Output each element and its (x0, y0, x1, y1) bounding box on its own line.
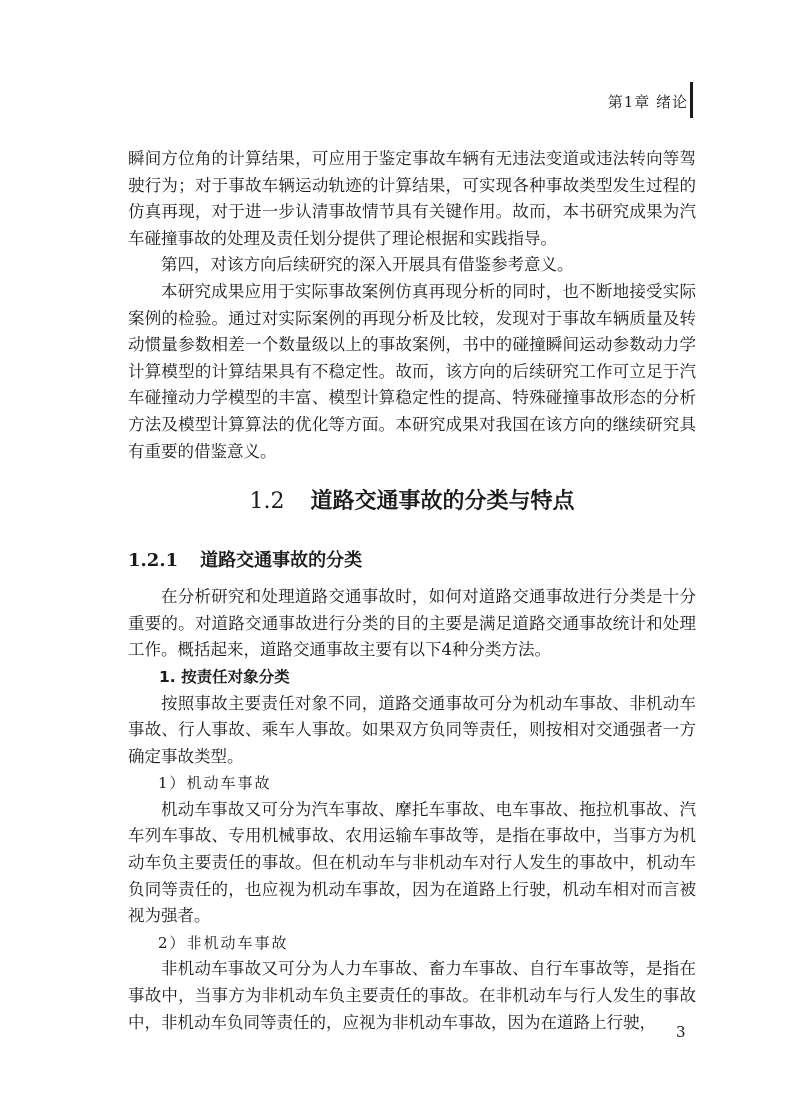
section-number: 1.2 (249, 489, 285, 515)
section-heading (128, 485, 696, 518)
paragraph-motor-vehicle-accident: 机动车事故又可分为汽车事故、摩托车事故、电车事故、拖拉机事故、汽车列车事故、专用机械事故、农用运输车事故等，是指在事故中，当事方为机动车负主要责任的事故。但在机动车与非机动车对行人发生的事故中，机动车负同等责任的，也应视为机动车事故，因为在道路上行驶，机动车相对而言被视为强者。 (128, 799, 696, 926)
subheading-motor-vehicle-accident: 1）机动车事故 (158, 774, 272, 793)
page-number: 3 (676, 1023, 686, 1041)
paragraph-intro-3: 本研究成果应用于实际事故案例仿真再现分析的同时，也不断地接受实际案例的检验。通过对实际案例的再现分析及比较，发现对于事故车辆质量及转动惯量参数相差一个数量级以上的事故案例，书中的碰撞瞬间运动参数动力学计算模型的计算结果具有不稳定性。故而，该方向的后续研究工作可立足于汽车碰撞动力学模型的丰富、模型计算稳定性的提高、特殊碰撞事故形态的分析方法及模型计算算法的优化等方面。本研究成果对我国在该方向的继续研究具有重要的借鉴意义。 (128, 281, 696, 461)
paragraph-intro-2: 第四，对该方向后续研究的深入开展具有借鉴参考意义。 (161, 255, 574, 275)
body-text (128, 146, 696, 1036)
item-heading-by-responsibility: 1. 按责任对象分类 (159, 667, 290, 686)
paragraph-by-responsibility: 按照事故主要责任对象不同，道路交通事故可分为机动车事故、非机动车事故、行人事故、乘车人事故。如果双方负同等责任，则按相对交通强者一方确定事故类型。 (128, 693, 696, 766)
paragraph-intro-1: 瞬间方位角的计算结果，可应用于鉴定事故车辆有无违法变道或违法转向等驾驶行为；对于事故车辆运动轨迹的计算结果，可实现各种事故类型发生过程的仿真再现，对于进一步认清事故情节具有关键作用。故而，本书研究成果为汽车碰撞事故的处理及责任划分提供了理论根据和实践指导。 (128, 149, 696, 248)
subsection-heading (128, 546, 696, 576)
paragraph-non-motor-vehicle-accident: 非机动车事故又可分为人力车事故、畜力车事故、自行车事故等，是指在事故中，当事方为非机动车负主要责任的事故。在非机动车与行人发生的事故中，非机动车负同等责任的，应视为非机动车事故，因为在道路上行驶， (128, 959, 696, 1032)
running-head: 第1章 绪论 (607, 93, 688, 111)
running-head-rule (690, 82, 693, 118)
paragraph-classification: 在分析研究和处理道路交通事故时，如何对道路交通事故进行分类是十分重要的。对道路交通事故进行分类的目的主要是满足道路交通事故统计和处理工作。概括起来，道路交通事故主要有以下4种分类方法。 (128, 587, 696, 660)
subsection-title: 道路交通事故的分类 (200, 550, 363, 572)
subsection-number: 1.2.1 (128, 550, 179, 572)
subheading-non-motor-vehicle-accident: 2）非机动车事故 (158, 933, 289, 952)
section-title: 道路交通事故的分类与特点 (310, 488, 575, 515)
